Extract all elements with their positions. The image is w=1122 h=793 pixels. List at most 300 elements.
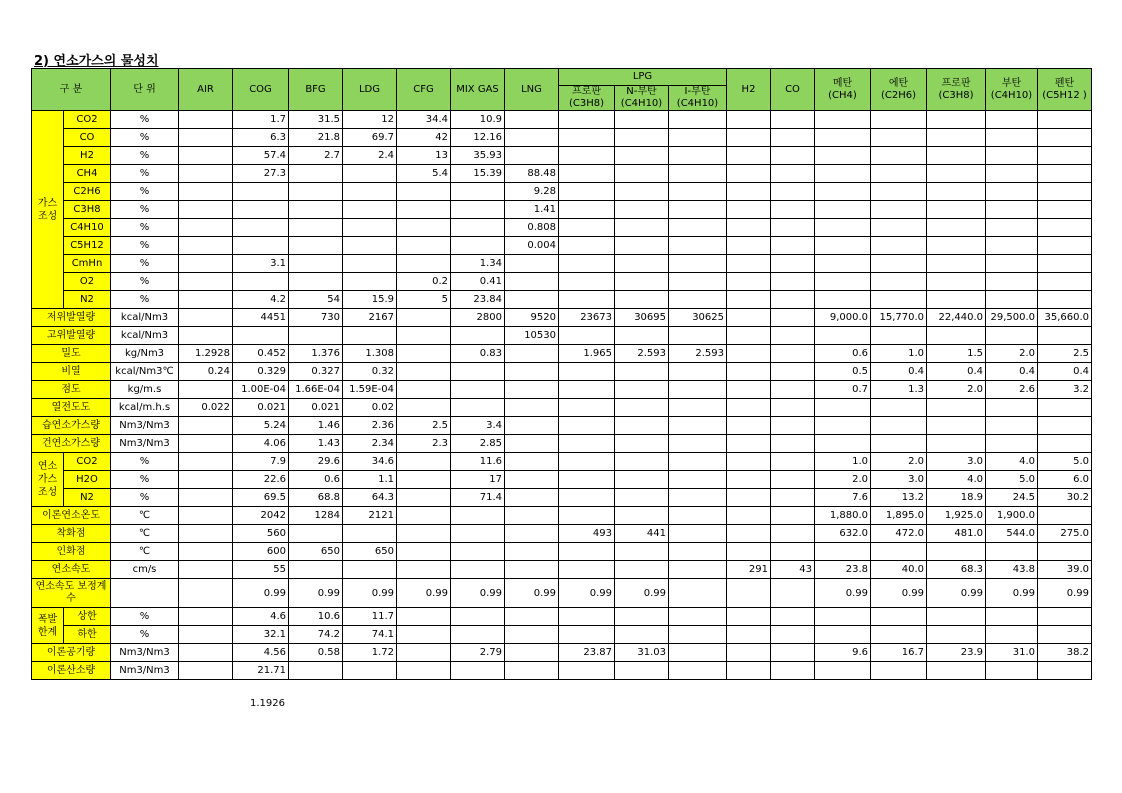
table-cell (986, 417, 1038, 435)
table-cell: 2042 (233, 507, 289, 525)
table-cell (669, 662, 727, 680)
table-cell (927, 111, 986, 129)
row-unit: ℃ (111, 525, 179, 543)
table-cell: 1.46 (289, 417, 343, 435)
table-cell (559, 471, 615, 489)
table-cell (727, 435, 771, 453)
table-cell (771, 608, 815, 626)
table-cell: 2.4 (343, 147, 397, 165)
row-label: C3H8 (64, 201, 111, 219)
table-cell (505, 644, 559, 662)
table-cell (397, 608, 451, 626)
table-cell: 35,660.0 (1038, 309, 1092, 327)
row-label: N2 (64, 291, 111, 309)
table-cell: 1.1 (343, 471, 397, 489)
table-cell (986, 111, 1038, 129)
table-cell: 0.4 (871, 363, 927, 381)
table-cell (179, 273, 233, 291)
table-cell (815, 129, 871, 147)
table-cell: 1284 (289, 507, 343, 525)
table-cell (669, 626, 727, 644)
table-row (32, 327, 1092, 345)
table-cell (451, 608, 505, 626)
table-cell: 2.593 (615, 345, 669, 363)
table-row (32, 201, 1092, 219)
table-cell (927, 662, 986, 680)
table-cell (669, 507, 727, 525)
table-cell (397, 237, 451, 255)
table-cell: 0.99 (397, 579, 451, 608)
table-row (32, 561, 1092, 579)
table-cell (1038, 165, 1092, 183)
table-cell: 1,880.0 (815, 507, 871, 525)
table-cell (179, 417, 233, 435)
table-cell (179, 129, 233, 147)
table-cell: 4.6 (233, 608, 289, 626)
table-cell: 11.6 (451, 453, 505, 471)
row-label: CO2 (64, 111, 111, 129)
row-label: N2 (64, 489, 111, 507)
table-cell: 0.99 (871, 579, 927, 608)
table-cell: 34.6 (343, 453, 397, 471)
table-cell (871, 327, 927, 345)
table-cell (727, 111, 771, 129)
table-cell (505, 363, 559, 381)
table-cell (289, 183, 343, 201)
table-cell: 16.7 (871, 644, 927, 662)
table-cell (505, 525, 559, 543)
table-row (32, 662, 1092, 680)
table-cell: 1.376 (289, 345, 343, 363)
table-cell: 600 (233, 543, 289, 561)
table-cell: 4.06 (233, 435, 289, 453)
table-cell (771, 525, 815, 543)
table-cell (927, 237, 986, 255)
table-row (32, 507, 1092, 525)
table-row (32, 399, 1092, 417)
table-cell (771, 435, 815, 453)
header-col: MIX GAS (451, 69, 505, 111)
row-unit: % (111, 147, 179, 165)
table-cell (771, 471, 815, 489)
row-unit: % (111, 255, 179, 273)
table-cell (397, 363, 451, 381)
row-label: C2H6 (64, 183, 111, 201)
table-row (32, 309, 1092, 327)
table-cell (505, 129, 559, 147)
row-label: C4H10 (64, 219, 111, 237)
table-cell (343, 662, 397, 680)
table-cell (771, 489, 815, 507)
table-cell (986, 327, 1038, 345)
table-cell: 1.5 (927, 345, 986, 363)
row-unit: % (111, 111, 179, 129)
row-unit: Nm3/Nm3 (111, 417, 179, 435)
group-label: 연소 가스 조성 (32, 453, 64, 507)
table-cell (343, 219, 397, 237)
table-row (32, 273, 1092, 291)
table-cell (771, 363, 815, 381)
table-cell (343, 273, 397, 291)
table-cell: 2.34 (343, 435, 397, 453)
table-cell (927, 327, 986, 345)
table-cell (815, 201, 871, 219)
table-cell (927, 543, 986, 561)
table-cell (397, 309, 451, 327)
row-unit (111, 579, 179, 608)
table-cell (559, 327, 615, 345)
header-lpg-subcol: 프로판 (C3H8) (559, 86, 615, 111)
table-cell: 3.2 (1038, 381, 1092, 399)
row-label: 이론연소온도 (32, 507, 111, 525)
table-row (32, 363, 1092, 381)
table-cell (927, 417, 986, 435)
table-cell (179, 579, 233, 608)
table-cell (343, 183, 397, 201)
table-cell (871, 273, 927, 291)
table-cell (771, 309, 815, 327)
table-cell: 4.0 (927, 471, 986, 489)
table-cell (771, 381, 815, 399)
table-cell (615, 129, 669, 147)
row-label: O2 (64, 273, 111, 291)
table-cell (986, 543, 1038, 561)
table-cell (179, 147, 233, 165)
table-cell (451, 381, 505, 399)
table-cell (1038, 201, 1092, 219)
table-cell (669, 435, 727, 453)
table-cell: 7.9 (233, 453, 289, 471)
table-cell (1038, 237, 1092, 255)
table-cell (986, 608, 1038, 626)
table-cell: 9520 (505, 309, 559, 327)
table-cell (505, 111, 559, 129)
table-cell: 1.66E-04 (289, 381, 343, 399)
row-label: 저위발열량 (32, 309, 111, 327)
table-cell (397, 543, 451, 561)
row-unit: % (111, 626, 179, 644)
table-cell: 0.99 (615, 579, 669, 608)
table-cell (727, 525, 771, 543)
table-cell: 0.4 (927, 363, 986, 381)
table-cell (505, 345, 559, 363)
table-cell (815, 417, 871, 435)
table-cell (1038, 662, 1092, 680)
table-cell: 1.72 (343, 644, 397, 662)
table-cell (559, 363, 615, 381)
table-cell (179, 381, 233, 399)
table-cell (771, 662, 815, 680)
table-cell (397, 201, 451, 219)
table-cell (727, 129, 771, 147)
table-row (32, 147, 1092, 165)
table-cell (615, 626, 669, 644)
table-cell (986, 255, 1038, 273)
table-cell (289, 662, 343, 680)
table-cell (179, 165, 233, 183)
table-cell (615, 165, 669, 183)
table-cell: 23673 (559, 309, 615, 327)
table-cell: 0.99 (559, 579, 615, 608)
table-cell (505, 273, 559, 291)
table-cell: 544.0 (986, 525, 1038, 543)
table-cell (871, 219, 927, 237)
table-cell (615, 201, 669, 219)
table-cell: 9,000.0 (815, 309, 871, 327)
header-col: LNG (505, 69, 559, 111)
table-cell (727, 608, 771, 626)
table-cell: 35.93 (451, 147, 505, 165)
row-unit: % (111, 183, 179, 201)
table-cell (451, 183, 505, 201)
table-cell (397, 525, 451, 543)
table-cell: 3.0 (871, 471, 927, 489)
header-col: 펜탄 (C5H12 ) (1038, 69, 1092, 111)
table-cell (559, 165, 615, 183)
table-cell (179, 662, 233, 680)
table-cell (505, 417, 559, 435)
table-cell: 2.5 (397, 417, 451, 435)
table-cell (179, 561, 233, 579)
table-cell: 1.34 (451, 255, 505, 273)
table-cell (669, 237, 727, 255)
table-cell (397, 453, 451, 471)
table-row (32, 111, 1092, 129)
table-cell: 2.6 (986, 381, 1038, 399)
table-cell (179, 644, 233, 662)
table-cell: 21.71 (233, 662, 289, 680)
table-cell: 31.5 (289, 111, 343, 129)
table-cell: 43 (771, 561, 815, 579)
table-cell (559, 381, 615, 399)
table-cell (179, 111, 233, 129)
table-cell (179, 507, 233, 525)
table-cell (927, 626, 986, 644)
table-row (32, 183, 1092, 201)
table-cell (815, 543, 871, 561)
table-cell (343, 201, 397, 219)
table-cell: 560 (233, 525, 289, 543)
table-cell (289, 255, 343, 273)
gas-properties-table (31, 68, 1092, 680)
table-cell (815, 165, 871, 183)
table-cell (505, 626, 559, 644)
table-cell: 2.3 (397, 435, 451, 453)
table-cell: 34.4 (397, 111, 451, 129)
table-cell (343, 561, 397, 579)
table-cell: 0.452 (233, 345, 289, 363)
table-cell (927, 255, 986, 273)
table-cell (986, 291, 1038, 309)
header-col: CFG (397, 69, 451, 111)
table-cell: 650 (343, 543, 397, 561)
row-unit: % (111, 273, 179, 291)
table-cell: 6.3 (233, 129, 289, 147)
table-cell (727, 489, 771, 507)
table-cell (669, 644, 727, 662)
table-row (32, 417, 1092, 435)
table-cell (615, 489, 669, 507)
table-cell: 1.00E-04 (233, 381, 289, 399)
table-cell (771, 579, 815, 608)
table-cell (986, 626, 1038, 644)
table-cell (397, 561, 451, 579)
table-cell (397, 489, 451, 507)
table-cell (615, 291, 669, 309)
table-cell (1038, 111, 1092, 129)
table-cell: 15.9 (343, 291, 397, 309)
row-label: CO2 (64, 453, 111, 471)
header-col: CO (771, 69, 815, 111)
table-cell: 69.5 (233, 489, 289, 507)
table-cell (615, 237, 669, 255)
row-unit: % (111, 219, 179, 237)
table-cell (1038, 399, 1092, 417)
table-cell (927, 129, 986, 147)
table-cell (559, 417, 615, 435)
row-label: 건연소가스량 (32, 435, 111, 453)
table-cell: 1.0 (815, 453, 871, 471)
table-cell (397, 345, 451, 363)
table-cell: 55 (233, 561, 289, 579)
row-label: 고위발열량 (32, 327, 111, 345)
table-cell: 0.99 (1038, 579, 1092, 608)
table-cell (815, 237, 871, 255)
row-label: CO (64, 129, 111, 147)
table-cell (179, 626, 233, 644)
table-cell (559, 489, 615, 507)
table-cell: 15.39 (451, 165, 505, 183)
table-cell: 9.6 (815, 644, 871, 662)
table-cell: 64.3 (343, 489, 397, 507)
table-cell (771, 273, 815, 291)
table-cell (927, 273, 986, 291)
row-label: 이론산소량 (32, 662, 111, 680)
table-cell (505, 399, 559, 417)
table-cell (669, 525, 727, 543)
table-cell: 0.99 (927, 579, 986, 608)
header-lpg-subcol: I-부탄 (C4H10) (669, 86, 727, 111)
table-cell (505, 543, 559, 561)
table-cell (559, 435, 615, 453)
table-cell: 0.83 (451, 345, 505, 363)
table-cell: 1.59E-04 (343, 381, 397, 399)
table-cell (505, 507, 559, 525)
table-cell (179, 489, 233, 507)
row-unit: kg/Nm3 (111, 345, 179, 363)
row-unit: Nm3/Nm3 (111, 644, 179, 662)
table-cell (289, 237, 343, 255)
row-unit: % (111, 291, 179, 309)
table-cell (771, 345, 815, 363)
table-cell (771, 237, 815, 255)
table-cell (615, 662, 669, 680)
table-cell (1038, 417, 1092, 435)
table-cell (986, 662, 1038, 680)
table-cell: 3.1 (233, 255, 289, 273)
table-cell: 30695 (615, 309, 669, 327)
table-cell (669, 147, 727, 165)
table-cell: 43.8 (986, 561, 1038, 579)
table-cell (771, 165, 815, 183)
table-cell (1038, 291, 1092, 309)
table-row (32, 291, 1092, 309)
row-unit: % (111, 453, 179, 471)
row-unit: % (111, 237, 179, 255)
table-cell: 1.7 (233, 111, 289, 129)
table-cell (559, 219, 615, 237)
table-cell (397, 255, 451, 273)
table-cell (505, 147, 559, 165)
table-cell: 2.0 (986, 345, 1038, 363)
table-cell (815, 608, 871, 626)
table-cell (727, 327, 771, 345)
table-cell (1038, 327, 1092, 345)
table-cell (451, 201, 505, 219)
table-cell: 10530 (505, 327, 559, 345)
table-cell: 0.02 (343, 399, 397, 417)
table-cell (771, 626, 815, 644)
table-cell: 0.808 (505, 219, 559, 237)
table-cell: 441 (615, 525, 669, 543)
table-cell (179, 219, 233, 237)
table-cell (559, 608, 615, 626)
table-cell: 730 (289, 309, 343, 327)
row-label: 점도 (32, 381, 111, 399)
table-cell (986, 147, 1038, 165)
row-unit: % (111, 608, 179, 626)
table-cell (343, 327, 397, 345)
header-unit: 단 위 (111, 69, 179, 111)
table-cell: 31.03 (615, 644, 669, 662)
table-cell: 0.99 (289, 579, 343, 608)
table-cell (559, 201, 615, 219)
table-cell: 2.36 (343, 417, 397, 435)
table-cell (815, 183, 871, 201)
table-cell: 42 (397, 129, 451, 147)
table-cell (615, 183, 669, 201)
table-cell: 632.0 (815, 525, 871, 543)
table-cell (615, 255, 669, 273)
row-unit: kcal/m.h.s (111, 399, 179, 417)
table-cell (397, 471, 451, 489)
row-label: 착화점 (32, 525, 111, 543)
table-cell (343, 165, 397, 183)
table-cell (669, 608, 727, 626)
table-row (32, 165, 1092, 183)
table-cell: 10.9 (451, 111, 505, 129)
table-cell (771, 417, 815, 435)
table-cell (289, 273, 343, 291)
table-cell: 1.3 (871, 381, 927, 399)
table-cell: 11.7 (343, 608, 397, 626)
table-cell (559, 111, 615, 129)
table-cell (669, 453, 727, 471)
header-col: LDG (343, 69, 397, 111)
table-row (32, 489, 1092, 507)
row-unit: kg/m.s (111, 381, 179, 399)
table-cell: 5.24 (233, 417, 289, 435)
table-cell (397, 644, 451, 662)
table-cell (669, 399, 727, 417)
table-cell (669, 129, 727, 147)
header-col: 에탄 (C2H6) (871, 69, 927, 111)
table-cell: 9.28 (505, 183, 559, 201)
table-cell (986, 165, 1038, 183)
table-cell: 27.3 (233, 165, 289, 183)
table-cell: 71.4 (451, 489, 505, 507)
table-cell: 2.0 (871, 453, 927, 471)
